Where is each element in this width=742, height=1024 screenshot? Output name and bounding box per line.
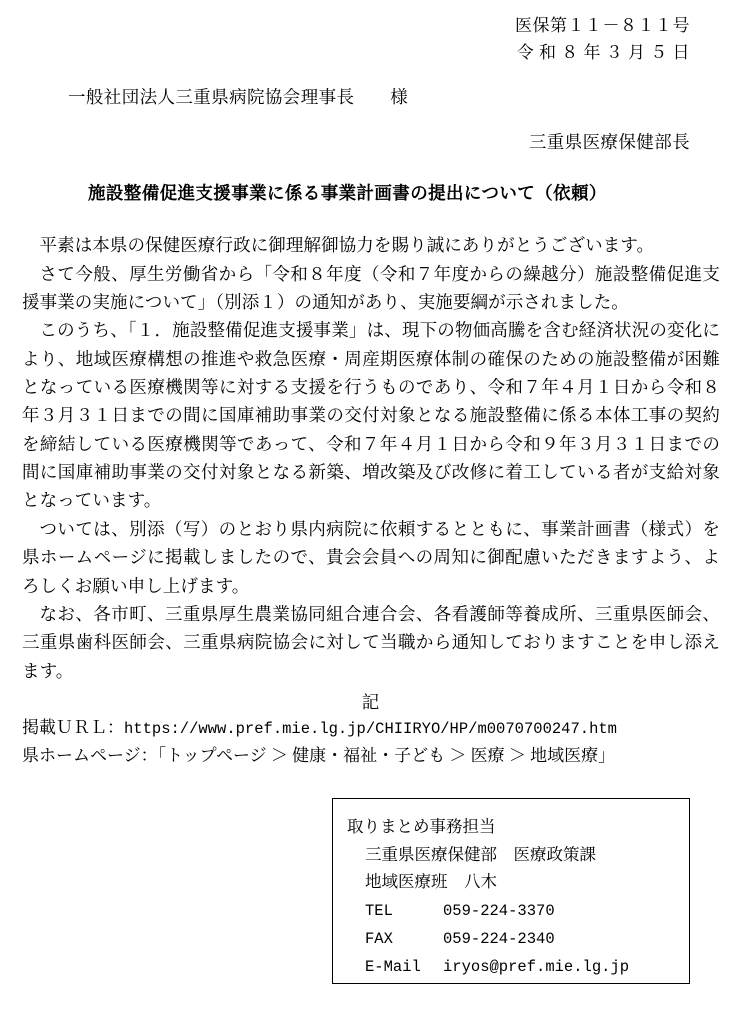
contact-fax [347, 924, 689, 952]
contact-department: 三重県医療保健部 医療政策課 [365, 844, 596, 864]
contact-fax-value: 059-224-2340 [443, 930, 555, 949]
contact-email-value[interactable]: iryos@pref.mie.lg.jp [443, 958, 630, 977]
body-paragraph-1: 平素は本県の保健医療行政に御理解御協力を賜り誠にありがとうございます。 [39, 235, 655, 256]
url-line [22, 714, 742, 742]
contact-tel-value: 059-224-3370 [443, 902, 555, 921]
contact-email [347, 952, 689, 980]
document-body [0, 231, 742, 685]
contact-tel [347, 896, 689, 924]
addressee: 一般社団法人三重県病院協会理事長 様 [68, 87, 409, 108]
document-header [0, 0, 742, 66]
document-number: 医保第１１－８１１号 [515, 16, 690, 35]
url-label: 掲載ＵＲＬ： [22, 717, 124, 737]
body-paragraph-3: このうち、「１．施設整備促進支援事業」は、現下の物価高騰を含む経済状況の変化により、地域医療構想の推進や救急医療・周産期医療体制の確保のための施設整備が困難となっている医療機関等に対する支援を行うものであり、令和７年４月１日から令和８年３月３１日までの間に国庫補助事業の交付対象となる施設整備に係る本体工事の契約を締結している医療機関等であって、令和７年４月１日から令和９年３月３１日までの間に国庫補助事業の交付対象となる新築、増改築及び改修に着工している者が支給対象となっています。 [22, 320, 720, 511]
body-paragraph-5: なお、各市町、三重県厚生農業協同組合連合会、各看護師等養成所、三重県医師会、三重県歯科医師会、三重県病院協会に対して当職から通知しておりますことを申し添えます。 [22, 603, 720, 681]
contact-title: 取りまとめ事務担当 [347, 817, 496, 836]
url-value[interactable]: https://www.pref.mie.lg.jp/CHIIRYO/HP/m0070700247.htm [124, 719, 617, 738]
contact-email-label: E-Mail [365, 958, 421, 977]
contact-section: 地域医療班 八木 [365, 872, 497, 892]
contact-box [332, 798, 690, 984]
body-paragraph-2: さて今般、厚生労働省から「令和８年度（令和７年度からの繰越分）施設整備促進支援事業の実施について」（別添１）の通知があり、実施要綱が示されました。 [22, 263, 720, 313]
document-date: 令 和 ８ 年 ３ 月 ５ 日 [516, 43, 690, 63]
contact-tel-label: TEL [365, 902, 393, 921]
reference-links [0, 714, 742, 770]
document-subject: 施設整備促進支援事業に係る事業計画書の提出について（依頼） [88, 183, 607, 204]
homepage-path-line: 県ホームページ：「トップページ ＞ 健康・福祉・子ども ＞ 医療 ＞ 地域医療」 [22, 745, 616, 765]
contact-fax-label: FAX [365, 930, 393, 949]
ki-mark: 記 [361, 691, 381, 712]
body-paragraph-4: ついては、別添（写）のとおり県内病院に依頼するとともに、事業計画書（様式）を県ホームページに掲載しましたので、貴会会員への周知に御配慮いただきますよう、よろしくお願い申し上げます。 [22, 518, 720, 596]
sender: 三重県医療保健部長 [528, 132, 690, 153]
